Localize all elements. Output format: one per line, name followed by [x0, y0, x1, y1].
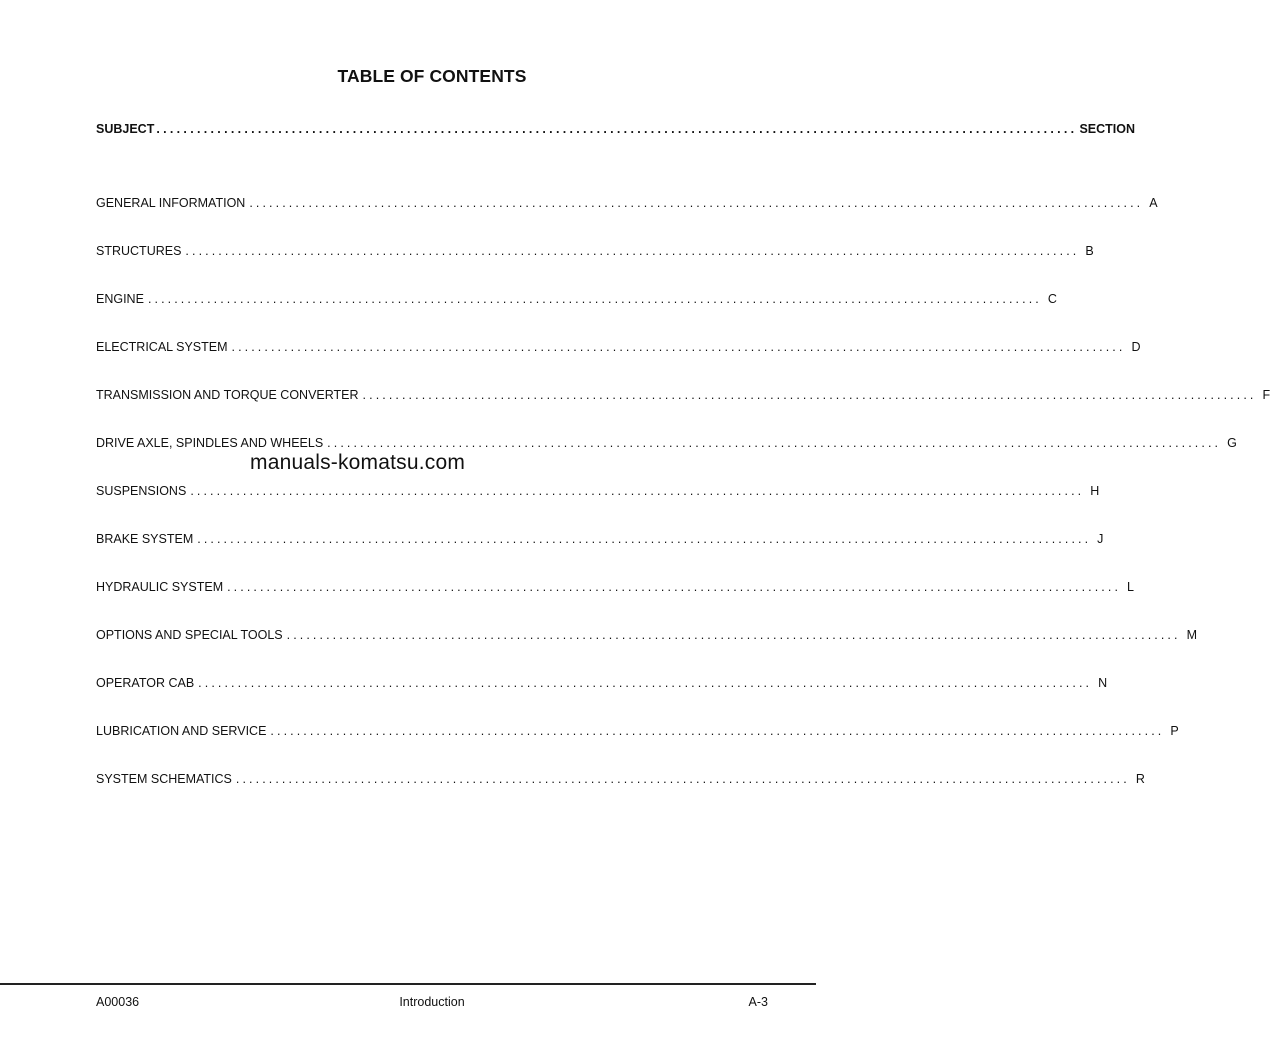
dot-leader: ........................................................................................................................................ — [185, 244, 1080, 258]
footer-page-number: A-3 — [748, 995, 768, 1009]
toc-entry-drive-axle[interactable] — [96, 436, 1237, 450]
toc-entry-subject: ENGINE — [96, 292, 144, 306]
toc-entry-operator-cab[interactable] — [96, 676, 1108, 690]
section-column-header: SECTION — [1079, 122, 1136, 136]
toc-entry-section: C — [1047, 292, 1057, 306]
subject-column-header: SUBJECT — [96, 122, 155, 136]
toc-entry-section: H — [1090, 484, 1100, 498]
toc-entry-transmission[interactable] — [96, 388, 1270, 402]
dot-leader: ........................................................................................................................................ — [327, 436, 1222, 450]
toc-entry-brake-system[interactable] — [96, 532, 1104, 546]
toc-entry-subject: SYSTEM SCHEMATICS — [96, 772, 232, 786]
dot-leader: ........................................................................................................................................ — [198, 676, 1093, 690]
toc-entry-subject: HYDRAULIC SYSTEM — [96, 580, 224, 594]
toc-entry-subject: OPTIONS AND SPECIAL TOOLS — [96, 628, 283, 642]
footer-document-number: A00036 — [96, 995, 140, 1009]
watermark-text: manuals-komatsu.com — [250, 451, 466, 474]
toc-entry-subject: ELECTRICAL SYSTEM — [96, 340, 228, 354]
toc-entry-section: N — [1098, 676, 1108, 690]
dot-leader: ........................................................................................................................................ — [156, 122, 1078, 136]
toc-entry-subject: SUSPENSIONS — [96, 484, 187, 498]
toc-entry-section: B — [1085, 244, 1094, 258]
toc-entry-subject: STRUCTURES — [96, 244, 182, 258]
dot-leader: ........................................................................................................................................ — [147, 292, 1042, 306]
dot-leader: ........................................................................................................................................ — [362, 388, 1257, 402]
toc-entry-subject: DRIVE AXLE, SPINDLES AND WHEELS — [96, 436, 324, 450]
toc-entry-subject: BRAKE SYSTEM — [96, 532, 194, 546]
toc-header-row — [96, 122, 1136, 136]
footer-chapter-name: Introduction — [399, 995, 465, 1009]
toc-entry-section: L — [1127, 580, 1134, 594]
toc-entry-subject: GENERAL INFORMATION — [96, 196, 246, 210]
dot-leader: ........................................................................................................................................ — [235, 772, 1130, 786]
toc-entry-section: J — [1097, 532, 1104, 546]
toc-entry-section: M — [1186, 628, 1197, 642]
toc-entry-section: D — [1131, 340, 1141, 354]
toc-entry-suspensions[interactable] — [96, 484, 1100, 498]
toc-entry-system-schematics[interactable] — [96, 772, 1145, 786]
dot-leader: ........................................................................................................................................ — [249, 196, 1144, 210]
toc-entry-lubrication-service[interactable] — [96, 724, 1179, 738]
dot-leader: ........................................................................................................................................ — [231, 340, 1126, 354]
toc-entry-general-information[interactable] — [96, 196, 1158, 210]
toc-entry-hydraulic-system[interactable] — [96, 580, 1134, 594]
dot-leader: ........................................................................................................................................ — [190, 484, 1085, 498]
toc-entry-engine[interactable] — [96, 292, 1057, 306]
dot-leader: ........................................................................................................................................ — [197, 532, 1092, 546]
toc-entry-subject: OPERATOR CAB — [96, 676, 195, 690]
toc-entry-section: A — [1149, 196, 1158, 210]
toc-entry-section: G — [1227, 436, 1237, 450]
toc-entry-options-special-tools[interactable] — [96, 628, 1197, 642]
toc-entry-subject: TRANSMISSION AND TORQUE CONVERTER — [96, 388, 359, 402]
toc-entry-section: P — [1170, 724, 1179, 738]
page-title: TABLE OF CONTENTS — [337, 66, 527, 86]
toc-entry-electrical-system[interactable] — [96, 340, 1141, 354]
dot-leader: ........................................................................................................................................ — [227, 580, 1122, 594]
footer-divider — [0, 983, 816, 985]
toc-entry-subject: LUBRICATION AND SERVICE — [96, 724, 267, 738]
toc-entry-section: R — [1135, 772, 1145, 786]
toc-entry-section: F — [1262, 388, 1270, 402]
toc-entry-structures[interactable] — [96, 244, 1094, 258]
dot-leader: ........................................................................................................................................ — [286, 628, 1181, 642]
dot-leader: ........................................................................................................................................ — [270, 724, 1165, 738]
